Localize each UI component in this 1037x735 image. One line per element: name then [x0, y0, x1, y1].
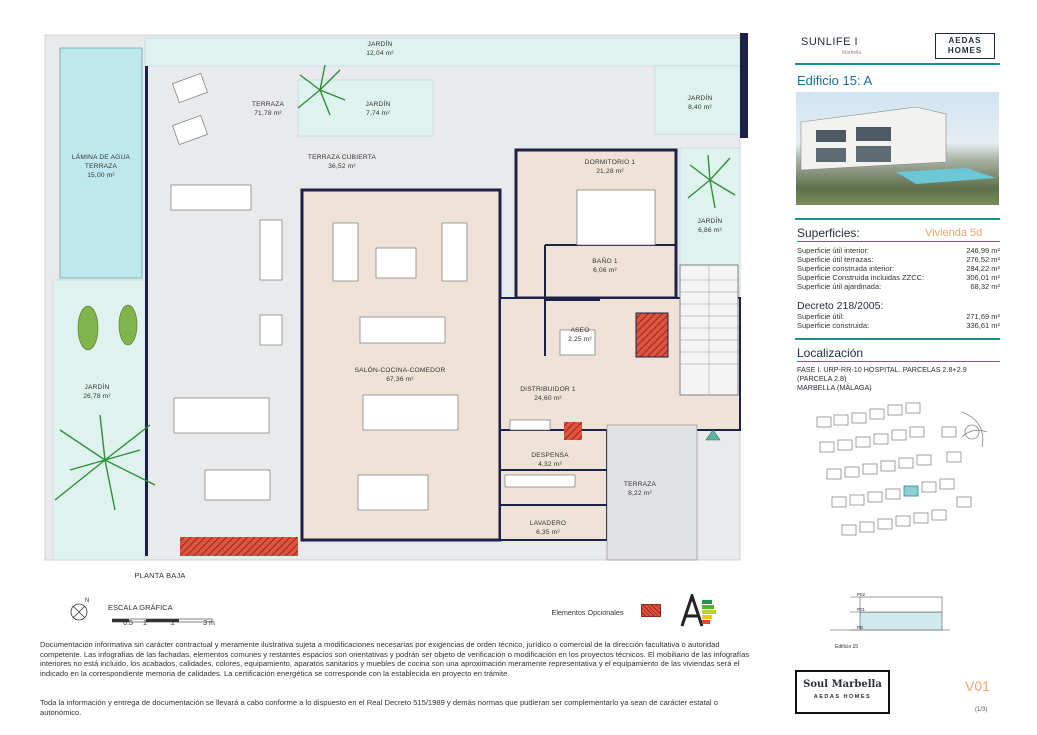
soul-marbella-logo: Soul Marbella AEDAS HOMES [795, 670, 890, 714]
site-location-map [812, 397, 1000, 567]
spec-row: Superficie Construida incluidas ZZCC: 306,01 m² [797, 273, 1000, 282]
optional-elements-label: Elementos Opcionales [551, 608, 624, 617]
room-label-terraza-small: TERRAZA 8,22 m² [623, 481, 657, 497]
decreto-title: Decreto 218/2005: [797, 300, 884, 312]
version-label: V01 [965, 678, 990, 694]
room-label-jardin-patio: JARDÍN 6,86 m² [697, 218, 723, 234]
energy-rating [680, 594, 720, 628]
project-title: SUNLIFE I [801, 36, 859, 48]
room-label-aseo: ASEO 2,25 m² [568, 327, 592, 343]
page-number: (1/3) [975, 707, 988, 713]
scale-tick-3: 3 m [203, 620, 215, 627]
scale-tick-0: 0.5 [123, 620, 133, 627]
decreto-row: Superficie útil: 271,69 m² [797, 312, 1000, 321]
localizacion-title: Localización [797, 346, 864, 360]
spec-row: Superficie construida interior: 284,22 m² [797, 264, 1000, 273]
room-label-bano-1: BAÑO 1 6,06 m² [592, 258, 618, 274]
room-label-dormitorio-1: DORMITORIO 1 21,28 m² [584, 159, 636, 175]
spec-row: Superficie útil terrazas: 276,52 m² [797, 255, 1000, 264]
superficies-underline [797, 241, 1000, 242]
section-level-p01: P01 [857, 607, 866, 612]
section-level-pb: PB [857, 625, 864, 630]
localizacion-line-2: (PARCELA 2.8) [797, 374, 847, 383]
header-rule [795, 63, 1000, 65]
scale-tick-2: 2 [171, 620, 175, 627]
aedas-logo: AEDAS HOMES [935, 33, 995, 59]
section-diagram [830, 592, 960, 637]
scale-title: ESCALA GRÁFICA [108, 603, 173, 612]
spec-row: Superficie útil interior: 246,99 m² [797, 246, 1000, 255]
room-label-lamina-agua: LÁMINA DE AGUA TERRAZA 15,00 m² [71, 154, 131, 179]
superficies-rule [795, 218, 1000, 220]
decreto-row: Superficie construida: 336,61 m² [797, 321, 1000, 330]
localizacion-rule [795, 338, 1000, 340]
floor-plan [40, 30, 755, 580]
room-label-distribuidor: DISTRIBUIDOR 1 24,60 m² [520, 386, 576, 402]
room-label-jardin-small: JARDÍN 7,74 m² [365, 101, 391, 117]
room-label-jardin-left: JARDÍN 26,78 m² [83, 384, 111, 400]
room-label-despensa: DESPENSA 4,32 m² [531, 452, 569, 468]
disclaimer-paragraph-2: Toda la información y entrega de documentación se llevará a cabo conforme a lo dispuesto en el Real Decreto 515/1989 y demás normas que pudieran ser complementarlo ya sean de carácter estatal o autonómico. [40, 698, 718, 717]
room-label-terraza-main: TERRAZA 71,78 m² [251, 101, 285, 117]
building-title: Edificio 15: A [797, 73, 873, 88]
localizacion-line-3: MARBELLA (MÁLAGA) [797, 383, 872, 392]
room-label-salon: SALÓN-COCINA-COMEDOR 67,36 m² [354, 367, 446, 383]
localizacion-line-1: FASE I. URP-RR-10 HOSPITAL. PARCELAS 2.8+2.9 [797, 365, 967, 374]
floor-name: PLANTA BAJA [134, 571, 186, 580]
spec-row: Superficie útil ajardinada: 68,32 m² [797, 282, 1000, 291]
north-label: N [84, 598, 90, 604]
scale-tick-1: 1 [143, 620, 147, 627]
room-label-terraza-cubierta: TERRAZA CUBIERTA 36,52 m² [307, 154, 377, 170]
section-caption: Edificio 15 [835, 644, 859, 650]
room-label-lavadero: LAVADERO 6,35 m² [529, 520, 567, 536]
room-label-jardin-right: JARDÍN 8,40 m² [687, 95, 713, 111]
disclaimer-paragraph-1: Documentación informativa sin carácter contractual y meramente ilustrativa sujeta a modificaciones necesarias por exigencias de orden técnico, jurídico o comercial de la dirección facultativa o autoridad competente. Las infografías de las fachadas, elementos comunes y restantes espacios son orientativas y podrán ser objeto de verificación o modificación en los proyectos técnicos. El mobiliario de las infografías interiores no está incluido, los acabados, calidades, colores, equipamiento, aparatos sanitarios y muebles de cocina son una aproximación meramente representativa y el equipamiento de las viviendas será el indicado en la correspondiente memoria de calidades. La certificación energética se corresponde con la establecida en proyecto en trámite. [40, 640, 750, 678]
room-label-jardin-top: JARDÍN 12,04 m² [366, 41, 394, 57]
vivienda-label: Vivienda 5d [925, 227, 983, 239]
building-render-image [796, 92, 999, 205]
superficies-title: Superficies: [797, 226, 860, 240]
localizacion-underline [797, 361, 1000, 362]
optional-hatch-swatch [641, 604, 661, 617]
project-city: Marbella [842, 50, 862, 56]
section-level-p02: P02 [857, 592, 866, 597]
